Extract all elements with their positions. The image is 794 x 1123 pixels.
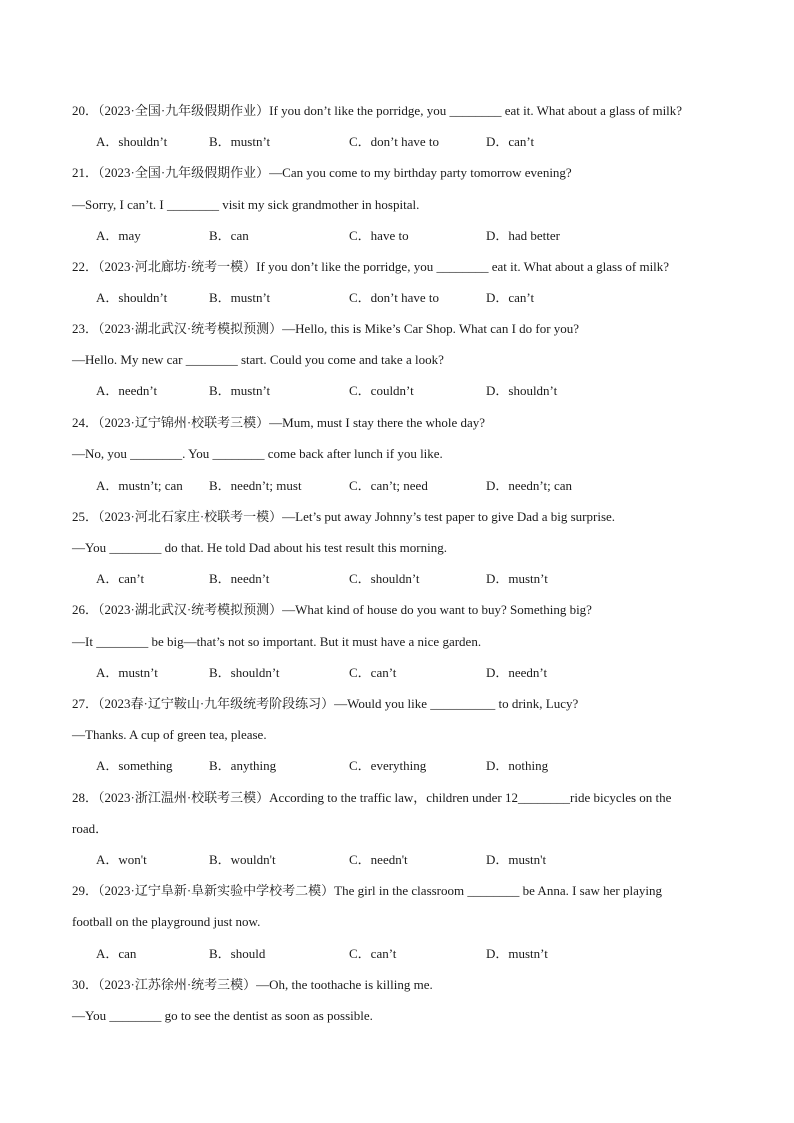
options-row: [96, 478, 736, 494]
option-a[interactable]: A．may: [96, 228, 141, 243]
option-a[interactable]: A．mustn’t: [96, 665, 158, 680]
option-c[interactable]: C．can’t: [349, 665, 397, 680]
option-c[interactable]: C．couldn’t: [349, 383, 414, 398]
option-b[interactable]: B．shouldn’t: [209, 665, 280, 680]
question-text: 25．（2023·河北石家庄·校联考一模）—Let’s put away Johnny’s test paper to give Dad a big surprise.: [72, 509, 616, 524]
option-a[interactable]: A．can: [96, 946, 137, 961]
option-b[interactable]: B．needn’t; must: [209, 478, 302, 493]
options-row: [96, 665, 736, 681]
options-row: [96, 290, 736, 306]
question-text: football on the playground just now.: [72, 914, 261, 929]
option-c[interactable]: C．don’t have to: [349, 290, 440, 305]
question-text: 30．（2023·江苏徐州·统考三模）—Oh, the toothache is killing me.: [72, 977, 433, 992]
options-row: [96, 946, 736, 962]
option-d[interactable]: D．mustn't: [486, 852, 547, 867]
options-row: [96, 134, 736, 150]
option-b[interactable]: B．should: [209, 946, 266, 961]
question-text: 26．（2023·湖北武汉·统考模拟预测）—What kind of house do you want to buy? Something big?: [72, 602, 592, 617]
option-b[interactable]: B．needn’t: [209, 571, 270, 586]
question-text: 24．（2023·辽宁锦州·校联考三模）—Mum, must I stay there the whole day?: [72, 415, 486, 430]
option-d[interactable]: D．mustn’t: [486, 571, 548, 586]
options-row: [96, 383, 736, 399]
option-c[interactable]: C．needn't: [349, 852, 408, 867]
option-c[interactable]: C．don’t have to: [349, 134, 440, 149]
option-b[interactable]: B．can: [209, 228, 249, 243]
question-text: 29．（2023·辽宁阜新·阜新实验中学校考二模）The girl in the classroom ________ be Anna. I saw her playing: [72, 883, 662, 898]
option-d[interactable]: D．mustn’t: [486, 946, 548, 961]
question-text: 28．（2023·浙江温州·校联考三模）According to the traffic law，children under 12________ride bicycles on the: [72, 790, 672, 805]
option-a[interactable]: A．needn’t: [96, 383, 158, 398]
option-c[interactable]: C．shouldn’t: [349, 571, 420, 586]
option-a[interactable]: A．won't: [96, 852, 147, 867]
option-c[interactable]: C．can’t; need: [349, 478, 428, 493]
option-d[interactable]: D．had better: [486, 228, 561, 243]
option-d[interactable]: D．can’t: [486, 290, 535, 305]
option-b[interactable]: B．mustn’t: [209, 290, 271, 305]
option-d[interactable]: D．needn’t: [486, 665, 548, 680]
option-a[interactable]: A．something: [96, 758, 173, 773]
option-c[interactable]: C．everything: [349, 758, 427, 773]
question-text: —Hello. My new car ________ start. Could you come and take a look?: [72, 352, 444, 367]
question-text: 22．（2023·河北廊坊·统考一模）If you don’t like the porridge, you ________ eat it. What about a glass of milk?: [72, 259, 670, 274]
options-row: [96, 852, 736, 868]
option-a[interactable]: A．can’t: [96, 571, 145, 586]
question-text: 21．（2023·全国·九年级假期作业）—Can you come to my birthday party tomorrow evening?: [72, 165, 572, 180]
option-d[interactable]: D．nothing: [486, 758, 549, 773]
question-text: road．: [72, 821, 109, 836]
options-row: [96, 571, 736, 587]
option-d[interactable]: D．needn’t; can: [486, 478, 573, 493]
option-a[interactable]: A．shouldn’t: [96, 134, 168, 149]
question-text: —You ________ do that. He told Dad about his test result this morning.: [72, 540, 447, 555]
option-b[interactable]: B．wouldn't: [209, 852, 276, 867]
question-text: —No, you ________. You ________ come back after lunch if you like.: [72, 446, 443, 461]
option-a[interactable]: A．shouldn’t: [96, 290, 168, 305]
options-row: [96, 758, 736, 774]
question-text: —Thanks. A cup of green tea, please.: [72, 727, 267, 742]
option-d[interactable]: D．can’t: [486, 134, 535, 149]
question-text: 20．（2023·全国·九年级假期作业）If you don’t like the porridge, you ________ eat it. What about a glass of milk?: [72, 103, 683, 118]
question-text: —It ________ be big—that’s not so important. But it must have a nice garden.: [72, 634, 482, 649]
question-text: —Sorry, I can’t. I ________ visit my sick grandmother in hospital.: [72, 197, 420, 212]
option-b[interactable]: B．anything: [209, 758, 277, 773]
question-text: 23．（2023·湖北武汉·统考模拟预测）—Hello, this is Mike’s Car Shop. What can I do for you?: [72, 321, 580, 336]
option-c[interactable]: C．have to: [349, 228, 409, 243]
question-text: —You ________ go to see the dentist as soon as possible.: [72, 1008, 373, 1023]
question-text: 27．（2023春·辽宁鞍山·九年级统考阶段练习）—Would you like __________ to drink, Lucy?: [72, 696, 579, 711]
option-a[interactable]: A．mustn’t; can: [96, 478, 183, 493]
option-b[interactable]: B．mustn’t: [209, 134, 271, 149]
option-c[interactable]: C．can’t: [349, 946, 397, 961]
options-row: [96, 228, 736, 244]
option-d[interactable]: D．shouldn’t: [486, 383, 558, 398]
option-b[interactable]: B．mustn’t: [209, 383, 271, 398]
